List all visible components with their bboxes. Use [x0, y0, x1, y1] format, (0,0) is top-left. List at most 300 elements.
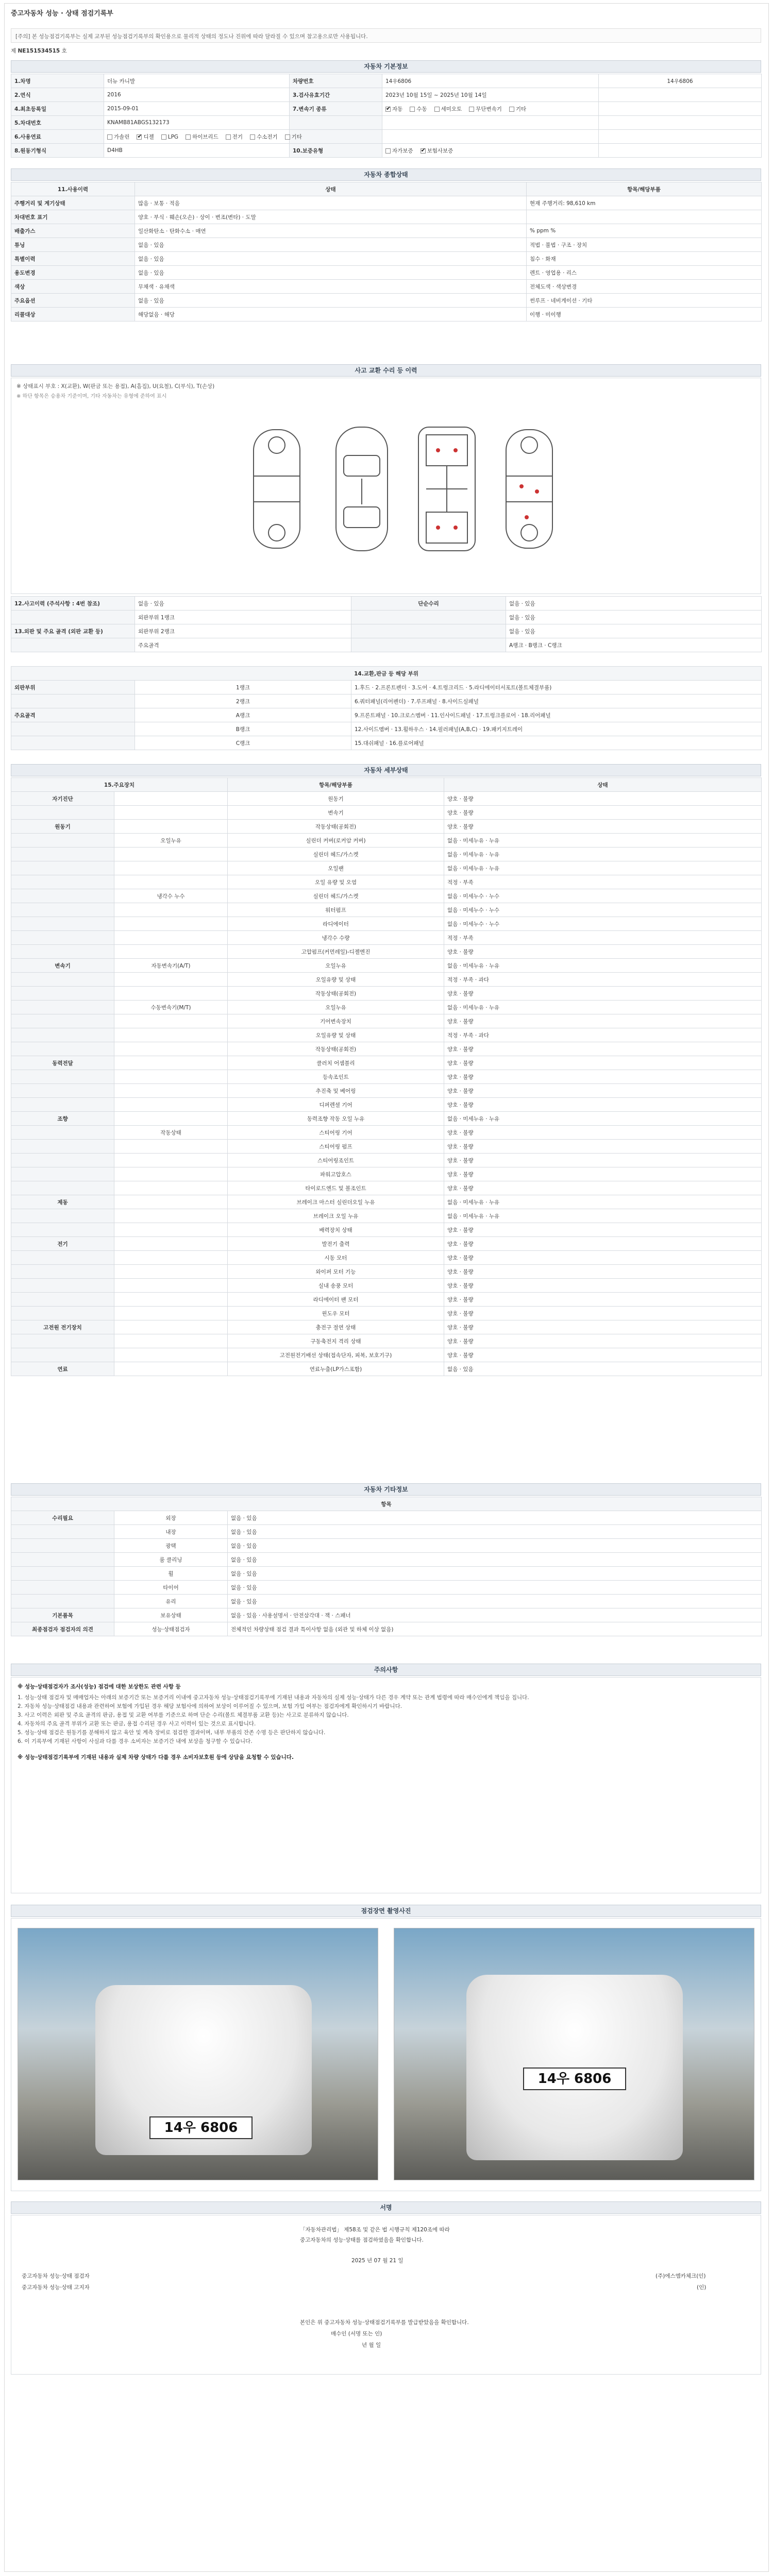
detail-group: 변속기	[11, 959, 114, 973]
detail-group	[11, 1140, 114, 1154]
detail-item: 고압펌프(커먼레일)-디젤엔진	[228, 945, 444, 959]
sign-line-2: 중고자동차의 성능·상태를 점검하였음을 확인합니다.	[300, 2237, 424, 2243]
status-legend-note: ※ 하단 항목은 승용차 기준이며, 기타 자동차는 유형에 준하여 표시	[16, 394, 167, 399]
detail-group	[11, 1070, 114, 1084]
detail-group: 원동기	[11, 820, 114, 834]
sign-line-1: 「자동차관리법」 제58조 및 같은 법 시행규칙 제120조에 따라	[300, 2227, 450, 2233]
detail-state: 양호 · 불량	[444, 945, 762, 959]
detail-group: 연료	[11, 1362, 114, 1376]
extra-options: 없음 · 있음	[228, 1511, 762, 1525]
document-title: 중고자동차 성능 · 상태 점검기록부	[11, 10, 113, 18]
detail-row	[11, 931, 762, 945]
detail-head-cell: 상태	[444, 778, 762, 792]
general-value: 이행 · 미이행	[527, 308, 762, 321]
basic-row	[11, 144, 762, 158]
checkbox[interactable]	[285, 134, 290, 140]
checkbox-label: 수동	[416, 106, 427, 112]
detail-group	[11, 889, 114, 903]
extra-row	[11, 1581, 762, 1595]
parts-group	[11, 736, 135, 750]
detail-item: 와이퍼 모터 기능	[228, 1265, 444, 1279]
detail-item: 윈도우 모터	[228, 1307, 444, 1320]
accident-right-options: A랭크 · B랭크 · C랭크	[506, 638, 762, 652]
general-row	[11, 196, 762, 210]
options-cell	[382, 102, 599, 116]
general-options: 없음 · 있음	[135, 252, 527, 266]
detail-group	[11, 1334, 114, 1348]
detail-row	[11, 917, 762, 931]
checkbox[interactable]	[509, 107, 514, 112]
checkbox-option[interactable]	[385, 105, 402, 113]
detail-item: 작동상태(공회전)	[228, 820, 444, 834]
checkbox[interactable]	[250, 134, 255, 140]
detail-state: 양호 · 불량	[444, 1307, 762, 1320]
detail-state: 양호 · 불량	[444, 1251, 762, 1265]
detail-item: 변속기	[228, 806, 444, 820]
rear-license-plate: 14우 6806	[523, 2067, 626, 2090]
detail-item: 추진축 및 베어링	[228, 1084, 444, 1098]
detail-subgroup	[114, 1028, 228, 1042]
parts-group: 주요골격	[11, 708, 135, 722]
checkbox[interactable]	[385, 107, 391, 112]
checkbox[interactable]	[421, 148, 426, 154]
extra-row	[11, 1511, 762, 1525]
detail-group: 전기	[11, 1237, 114, 1251]
detail-state: 양호 · 불량	[444, 820, 762, 834]
parts-rank: 1랭크	[135, 681, 351, 694]
detail-item: 워터펌프	[228, 903, 444, 917]
detail-subgroup	[114, 1070, 228, 1084]
section-accident-history: 사고 교환 수리 등 이력	[11, 364, 761, 377]
note-line: 2. 자동차 성능·상태점검 내용과 관련하여 보험에 가입된 경우 해당 보험사에 의하여 보상이 이루어질 수 있으며, 보험 가입 여부는 점검자에게 확인하시기 바랍니다.	[18, 1703, 402, 1709]
general-value	[527, 210, 762, 224]
checkbox-label: 디젤	[143, 133, 154, 140]
basic-row	[11, 88, 762, 102]
extra-group	[11, 1567, 114, 1581]
detail-state: 없음 · 미세누유 · 누유	[444, 1112, 762, 1126]
checkbox[interactable]	[226, 134, 231, 140]
extra-group	[11, 1581, 114, 1595]
detail-row	[11, 1251, 762, 1265]
detail-subgroup: 작동상태	[114, 1126, 228, 1140]
opinion-row	[11, 1622, 762, 1636]
detail-subgroup	[114, 987, 228, 1001]
extra-item: 외장	[114, 1511, 228, 1525]
basic-value: 2023년 10월 15일 ~ 2025년 10월 14일	[382, 88, 599, 102]
detail-state: 양호 · 불량	[444, 1293, 762, 1307]
detail-item: 오일유량 및 상태	[228, 973, 444, 987]
checkbox[interactable]	[469, 107, 474, 112]
note-line: 6. 이 기록부에 기재된 사항이 사실과 다를 경우 소비자는 보증기간 내에 보상을 청구할 수 있습니다.	[18, 1738, 253, 1744]
detail-state: 양호 · 불량	[444, 1126, 762, 1140]
accident-options: 외판부위 1랭크	[135, 611, 351, 624]
detail-subgroup	[114, 806, 228, 820]
detail-row	[11, 1167, 762, 1181]
detail-subgroup	[114, 1334, 228, 1348]
general-label: 주행거리 및 계기상태	[11, 196, 135, 210]
checkbox-option[interactable]	[250, 133, 278, 141]
parts-group	[11, 722, 135, 736]
extra-row	[11, 1553, 762, 1567]
detail-subgroup	[114, 1056, 228, 1070]
detail-row	[11, 1042, 762, 1056]
issuer-label: 중고자동차 성능·상태 고지자	[22, 2284, 90, 2291]
detail-subgroup	[114, 931, 228, 945]
detail-row	[11, 1293, 762, 1307]
detail-group	[11, 903, 114, 917]
detail-group	[11, 945, 114, 959]
detail-state: 없음 · 미세누유 · 누유	[444, 848, 762, 861]
note-line: 4. 자동차의 주요 골격 부위가 교환 또는 판금, 용접 수리된 경우 사고 이력이 있는 것으로 표시합니다.	[18, 1721, 256, 1727]
section-general-status: 자동차 종합상태	[11, 168, 761, 181]
notes-heading: ※ 성능·상태점검자가 조사(성능) 점검에 대한 보상한도 관련 사항 등	[18, 1684, 181, 1690]
general-options: 양호 · 부식 · 훼손(오손) · 상이 · 변조(변타) · 도말	[135, 210, 527, 224]
checkbox-option[interactable]	[161, 134, 178, 140]
rear-photo	[394, 1928, 754, 2180]
replaced-parts-table	[11, 666, 762, 750]
checkbox-option[interactable]	[469, 105, 502, 113]
parts-row	[11, 694, 762, 708]
checkbox[interactable]	[385, 148, 391, 154]
detail-item: 클러치 어셈블리	[228, 1056, 444, 1070]
detail-group	[11, 1265, 114, 1279]
detail-row	[11, 945, 762, 959]
detail-head-cell: 15.주요장치	[11, 778, 228, 792]
accident-label	[11, 611, 135, 624]
general-value: 침수 · 화재	[527, 252, 762, 266]
extra-options: 없음 · 있음	[228, 1567, 762, 1581]
parts-rank: A랭크	[135, 708, 351, 722]
accident-right-label: 단순수리	[351, 597, 506, 611]
detail-item: 실린더 헤드/가스켓	[228, 889, 444, 903]
checkbox-label: 기타	[291, 133, 302, 140]
basic-label: 차량번호	[290, 74, 382, 88]
detail-subgroup	[114, 1195, 228, 1209]
detail-state: 없음 · 미세누유 · 누유	[444, 834, 762, 848]
general-row	[11, 294, 762, 308]
detail-subgroup	[114, 1279, 228, 1293]
inspection-document	[4, 3, 769, 2572]
general-label: 용도변경	[11, 266, 135, 280]
detail-row	[11, 1307, 762, 1320]
detail-row	[11, 1098, 762, 1112]
checkbox-option[interactable]	[226, 133, 243, 141]
detail-row	[11, 806, 762, 820]
detail-item: 스티어링 기어	[228, 1126, 444, 1140]
general-value: 썬루프 · 네비게이션 · 기타	[527, 294, 762, 308]
extra-info-table	[11, 1497, 762, 1636]
detail-row	[11, 1084, 762, 1098]
detail-item: 고전원전기배선 상태(접속단자, 피복, 보호기구)	[228, 1348, 444, 1362]
inspector-value: (주)에스엠카체크(인)	[656, 2273, 706, 2279]
accident-row	[11, 611, 762, 624]
parts-group	[11, 694, 135, 708]
detail-row	[11, 861, 762, 875]
checkbox[interactable]	[107, 134, 112, 140]
basic-empty	[599, 102, 762, 116]
checkbox-label: 하이브리드	[192, 133, 219, 140]
basic-empty	[599, 144, 762, 158]
extra-group	[11, 1553, 114, 1567]
accident-right-label	[351, 638, 506, 652]
detail-state: 양호 · 불량	[444, 1098, 762, 1112]
checkbox-option[interactable]	[137, 133, 154, 141]
detail-subgroup	[114, 1209, 228, 1223]
accident-label: 12.사고이력 (주석사항 : 4번 참조)	[11, 597, 135, 611]
parts-row	[11, 681, 762, 694]
parts-row	[11, 722, 762, 736]
basic-empty	[599, 88, 762, 102]
accident-history-table	[11, 596, 762, 652]
accident-label: 13.외판 및 주요 골격 (외판 교환 등)	[11, 624, 135, 638]
checkbox-label: 무단변속기	[476, 106, 502, 112]
detail-subgroup	[114, 973, 228, 987]
general-value: 렌트 · 영업용 · 리스	[527, 266, 762, 280]
detail-group	[11, 1098, 114, 1112]
detail-item: 냉각수 수량	[228, 931, 444, 945]
general-row	[11, 308, 762, 321]
basic-label: 5.차대번호	[11, 116, 104, 130]
detail-row	[11, 1126, 762, 1140]
checkbox[interactable]	[410, 107, 415, 112]
checkbox-label: 전기	[232, 133, 243, 140]
detail-item: 구동축전지 격리 상태	[228, 1334, 444, 1348]
basic-label: 7.변속기 종류	[290, 102, 382, 116]
detail-subgroup	[114, 848, 228, 861]
detail-item: 라디에이터	[228, 917, 444, 931]
detail-subgroup	[114, 903, 228, 917]
detail-item: 배력장치 상태	[228, 1223, 444, 1237]
section-extra-info: 자동차 기타정보	[11, 1483, 761, 1496]
detail-row	[11, 889, 762, 903]
detail-subgroup	[114, 1014, 228, 1028]
detail-group: 고전원 전기장치	[11, 1320, 114, 1334]
detail-item: 실린더 헤드/가스켓	[228, 848, 444, 861]
checkbox-option[interactable]	[186, 133, 219, 141]
checkbox-label: 세미오토	[441, 106, 462, 112]
checkbox-label: LPG	[167, 133, 179, 140]
accident-row	[11, 597, 762, 611]
basic-row	[11, 102, 762, 116]
basic-info-table	[11, 74, 762, 158]
detail-state: 양호 · 불량	[444, 806, 762, 820]
detail-subgroup	[114, 1098, 228, 1112]
section-detail-status: 자동차 세부상태	[11, 764, 761, 776]
status-legend: ※ 상태표시 부호 : X(교환), W(판금 또는 용접), A(흠집), U(요철), C(부식), T(손상)	[16, 383, 215, 389]
detail-row	[11, 1279, 762, 1293]
detail-subgroup	[114, 1237, 228, 1251]
accident-right-label	[351, 611, 506, 624]
parts-rank: 2랭크	[135, 694, 351, 708]
detail-state: 양호 · 불량	[444, 1014, 762, 1028]
detail-item: 오일팬	[228, 861, 444, 875]
basic-label: 6.사용연료	[11, 130, 104, 144]
detail-state: 양호 · 불량	[444, 1181, 762, 1195]
detail-state: 양호 · 불량	[444, 1320, 762, 1334]
detail-state: 양호 · 불량	[444, 1042, 762, 1056]
extra-item: 광택	[114, 1539, 228, 1553]
detail-group: 동력전달	[11, 1056, 114, 1070]
car-right-side	[506, 430, 552, 548]
detail-state: 양호 · 불량	[444, 1348, 762, 1362]
basic-value: 2015-09-01	[104, 102, 290, 116]
detail-item: 오일누유	[228, 959, 444, 973]
detail-state: 적정 · 부족 · 과다	[444, 1028, 762, 1042]
detail-group	[11, 1084, 114, 1098]
detail-group	[11, 1251, 114, 1265]
extra-item: 타이어	[114, 1581, 228, 1595]
detail-group	[11, 1307, 114, 1320]
detail-group	[11, 973, 114, 987]
detail-group	[11, 1154, 114, 1167]
detail-item: 연료누출(LP가스포함)	[228, 1362, 444, 1376]
basic-label	[290, 130, 382, 144]
checkbox-label: 자동	[392, 106, 403, 112]
general-options: 무채색 · 유채색	[135, 280, 527, 294]
sign-date: 2025 년 07 월 21 일	[351, 2258, 404, 2264]
front-license-plate: 14우 6806	[149, 2116, 253, 2139]
detail-subgroup	[114, 917, 228, 931]
general-value: 현재 주행거리: 98,610 km	[527, 196, 762, 210]
accident-options: 외판부위 2랭크	[135, 624, 351, 638]
basic-value	[382, 130, 599, 144]
detail-subgroup	[114, 1265, 228, 1279]
parts-items: 15.대쉬패널 · 16.플로어패널	[351, 736, 762, 750]
accident-row	[11, 638, 762, 652]
receipt-line-3: 년 월 일	[362, 2342, 381, 2348]
checkbox-label: 수소전기	[257, 133, 278, 140]
detail-state: 양호 · 불량	[444, 1167, 762, 1181]
general-label: 특별이력	[11, 252, 135, 266]
detail-row	[11, 1001, 762, 1014]
basic-empty	[599, 130, 762, 144]
detail-row	[11, 1195, 762, 1209]
general-label: 리콜대상	[11, 308, 135, 321]
extra-row	[11, 1539, 762, 1553]
detail-group	[11, 806, 114, 820]
basic-value	[382, 116, 599, 130]
detail-subgroup	[114, 1154, 228, 1167]
accident-right-label	[351, 624, 506, 638]
detail-group	[11, 1293, 114, 1307]
detail-group	[11, 1348, 114, 1362]
detail-group	[11, 1028, 114, 1042]
section-photos: 점검장면 촬영사진	[11, 1905, 761, 1917]
detail-row	[11, 792, 762, 806]
accident-right-options: 없음 · 있음	[506, 611, 762, 624]
checkbox-option[interactable]	[410, 105, 427, 113]
detail-row	[11, 820, 762, 834]
general-head-cell: 항목/해당부품	[527, 182, 762, 196]
document-number: 제 NE151534515 호	[11, 48, 67, 54]
extra-group	[11, 1595, 114, 1608]
receipt-line-1: 본인은 위 중고자동차 성능·상태점검기록부를 발급받았음을 확인합니다.	[300, 2319, 469, 2326]
detail-state: 양호 · 불량	[444, 1237, 762, 1251]
general-row	[11, 224, 762, 238]
checkbox[interactable]	[137, 134, 142, 140]
checkbox-option[interactable]	[434, 105, 462, 113]
general-label: 튜닝	[11, 238, 135, 252]
detail-state: 양호 · 불량	[444, 987, 762, 1001]
basic-label: 1.차명	[11, 74, 104, 88]
detail-subgroup: 수동변속기(M/T)	[114, 1001, 228, 1014]
detail-item: 충전구 절연 상태	[228, 1320, 444, 1334]
general-label: 색상	[11, 280, 135, 294]
detail-subgroup	[114, 1181, 228, 1195]
general-value: 적법 · 불법 · 구조 · 장치	[527, 238, 762, 252]
checkbox-option[interactable]	[285, 133, 302, 141]
detail-row	[11, 1154, 762, 1167]
detail-row	[11, 903, 762, 917]
detail-subgroup	[114, 945, 228, 959]
detail-state: 양호 · 불량	[444, 1154, 762, 1167]
detail-item: 실린더 커버(로커암 커버)	[228, 834, 444, 848]
extra-options: 없음 · 있음	[228, 1553, 762, 1567]
section-signature: 서명	[11, 2201, 761, 2214]
notes-box	[11, 1677, 761, 1893]
detail-row	[11, 959, 762, 973]
detail-state: 양호 · 불량	[444, 1140, 762, 1154]
basic-label: 3.검사유효기간	[290, 88, 382, 102]
detail-item: 브레이크 마스터 실린더오일 누유	[228, 1195, 444, 1209]
checkbox[interactable]	[161, 134, 166, 140]
detail-item: 오일유량 및 상태	[228, 1028, 444, 1042]
detail-item: 디퍼렌셜 기어	[228, 1098, 444, 1112]
detail-row	[11, 1209, 762, 1223]
checkbox-label: 기타	[515, 106, 527, 112]
detail-group	[11, 917, 114, 931]
detail-row	[11, 1265, 762, 1279]
general-label: 배출가스	[11, 224, 135, 238]
detail-row	[11, 1028, 762, 1042]
extra-row	[11, 1608, 762, 1622]
basic-row	[11, 116, 762, 130]
notes-footer: ※ 성능·상태점검기록부에 기재된 내용과 실제 차량 상태가 다를 경우 소비자보호원 등에 상담을 요청할 수 있습니다.	[18, 1754, 294, 1760]
accident-label	[11, 638, 135, 652]
checkbox[interactable]	[434, 107, 440, 112]
parts-rank: C랭크	[135, 736, 351, 750]
inspection-photos	[11, 1918, 761, 2191]
detail-subgroup: 자동변속기(A/T)	[114, 959, 228, 973]
detail-row	[11, 1237, 762, 1251]
section-basic-info: 자동차 기본정보	[11, 60, 761, 73]
basic-empty	[599, 116, 762, 130]
detail-group	[11, 1001, 114, 1014]
detail-group	[11, 987, 114, 1001]
detail-row	[11, 987, 762, 1001]
detail-row	[11, 1181, 762, 1195]
detail-item: 라디에이터 팬 모터	[228, 1293, 444, 1307]
extra-item: 휠	[114, 1567, 228, 1581]
checkbox-option[interactable]	[107, 133, 129, 141]
detail-state: 양호 · 불량	[444, 1334, 762, 1348]
general-options: 많음 · 보통 · 적음	[135, 196, 527, 210]
detail-group	[11, 931, 114, 945]
checkbox-option[interactable]	[385, 147, 413, 155]
checkbox[interactable]	[186, 134, 191, 140]
detail-item: 오일누유	[228, 1001, 444, 1014]
detail-state: 적정 · 부족	[444, 931, 762, 945]
detail-state: 적정 · 부족	[444, 875, 762, 889]
checkbox-option[interactable]	[509, 105, 526, 113]
detail-group	[11, 1167, 114, 1181]
checkbox-option[interactable]	[421, 147, 453, 155]
options-cell	[382, 144, 599, 158]
detail-status-table	[11, 777, 762, 1376]
detail-group: 조향	[11, 1112, 114, 1126]
options-cell	[104, 130, 302, 144]
detail-state: 양호 · 불량	[444, 1265, 762, 1279]
